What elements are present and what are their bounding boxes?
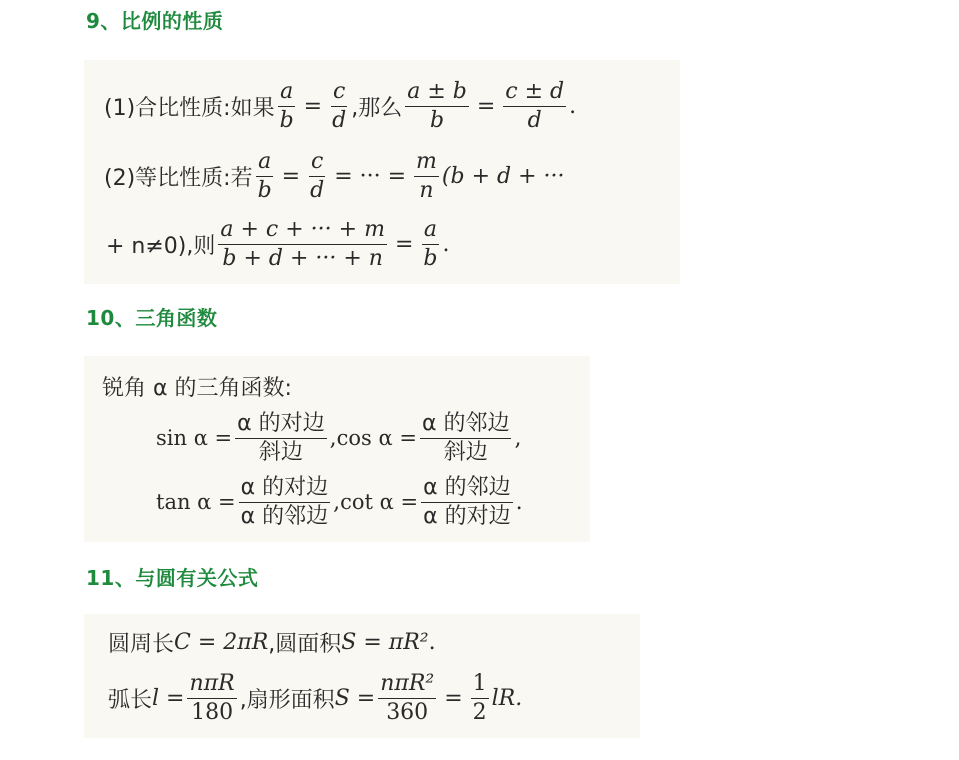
fraction: $\frac{m}{n}$ — [416, 148, 437, 203]
fraction: $\frac{c}{d}$ — [332, 78, 347, 133]
fraction: $\frac{a \pm b}{b}$ — [407, 78, 467, 133]
fraction: $\frac{\text{α 的对边}}{\text{斜边}}$ — [237, 410, 325, 465]
circle-formulas-panel — [84, 614, 640, 738]
circumference-formula: C = 2πR — [174, 629, 269, 655]
circle-line-2: 弧长 l = $\frac{\text{nπR}}{180}$ ,扇形面积 S = $\frac{\text{nπR²}}{360}$ = $\frac{1}{2}$ lR. — [108, 670, 523, 725]
fraction: $\frac{\text{α 的对边}}{\text{α 的邻边}}$ — [240, 474, 329, 529]
line-label: (1)合比性质:如果 — [104, 95, 275, 121]
proportion-properties-panel — [84, 60, 680, 284]
trig-intro: 锐角 α 的三角函数: — [102, 375, 292, 401]
trig-row-1: sin α = $\frac{\text{α 的对边}}{\text{斜边}}$ , cos α = $\frac{\text{α 的邻边}}{\text{斜边}}$ , — [156, 410, 522, 465]
fraction: $\frac{a}{b}$ — [279, 78, 294, 133]
line-label: (2)等比性质:若 — [104, 165, 253, 191]
fraction: $\frac{\text{nπR}}{180}$ — [189, 670, 235, 725]
fraction: $\frac{a}{b}$ — [423, 216, 438, 271]
fraction: $\frac{a}{b}$ — [257, 148, 272, 203]
proportion-line-3: + n≠0),则 $\frac{a + c + \cdot\cdot\cdot + m}{b + d + \cdot\cdot\cdot + n}$ = $\frac{a}{b}$ . — [106, 216, 450, 271]
section-9-heading: 9、比例的性质 — [86, 9, 224, 33]
trig-row-2: tan α = $\frac{\text{α 的对边}}{\text{α 的邻边}}$ , cot α = $\frac{\text{α 的邻边}}{\text{α 的对边}}$ . — [156, 474, 523, 529]
proportion-line-2: (2)等比性质:若 $\frac{a}{b}$ = $\frac{c}{d}$ = ··· = $\frac{m}{n}$ (b + d + ··· — [104, 148, 565, 203]
proportion-line-1: (1)合比性质:如果 $\frac{a}{b}$ = $\frac{c}{d}$ ,那么 $\frac{a \pm b}{b}$ = $\frac{c \pm d}{d}$ . — [104, 78, 577, 133]
trig-functions-panel — [84, 356, 590, 542]
fraction: $\frac{\text{α 的邻边}}{\text{α 的对边}}$ — [423, 474, 511, 529]
section-11-heading: 11、与圆有关公式 — [86, 566, 259, 590]
fraction: $\frac{1}{2}$ — [472, 670, 487, 725]
fraction: $\frac{\text{nπR²}}{360}$ — [380, 670, 435, 725]
fraction: $\frac{\text{α 的邻边}}{\text{斜边}}$ — [421, 410, 510, 465]
fraction: $\frac{c \pm d}{d}$ — [505, 78, 565, 133]
area-formula: S = πR² — [341, 629, 429, 655]
section-10-heading: 10、三角函数 — [86, 306, 218, 330]
fraction: $\frac{a + c + \cdot\cdot\cdot + m}{b + d + \cdot\cdot\cdot + n}$ — [220, 216, 385, 271]
circle-line-1: 圆周长 C = 2πR ,圆面积 S = πR² . — [108, 629, 436, 657]
fraction: $\frac{c}{d}$ — [310, 148, 325, 203]
